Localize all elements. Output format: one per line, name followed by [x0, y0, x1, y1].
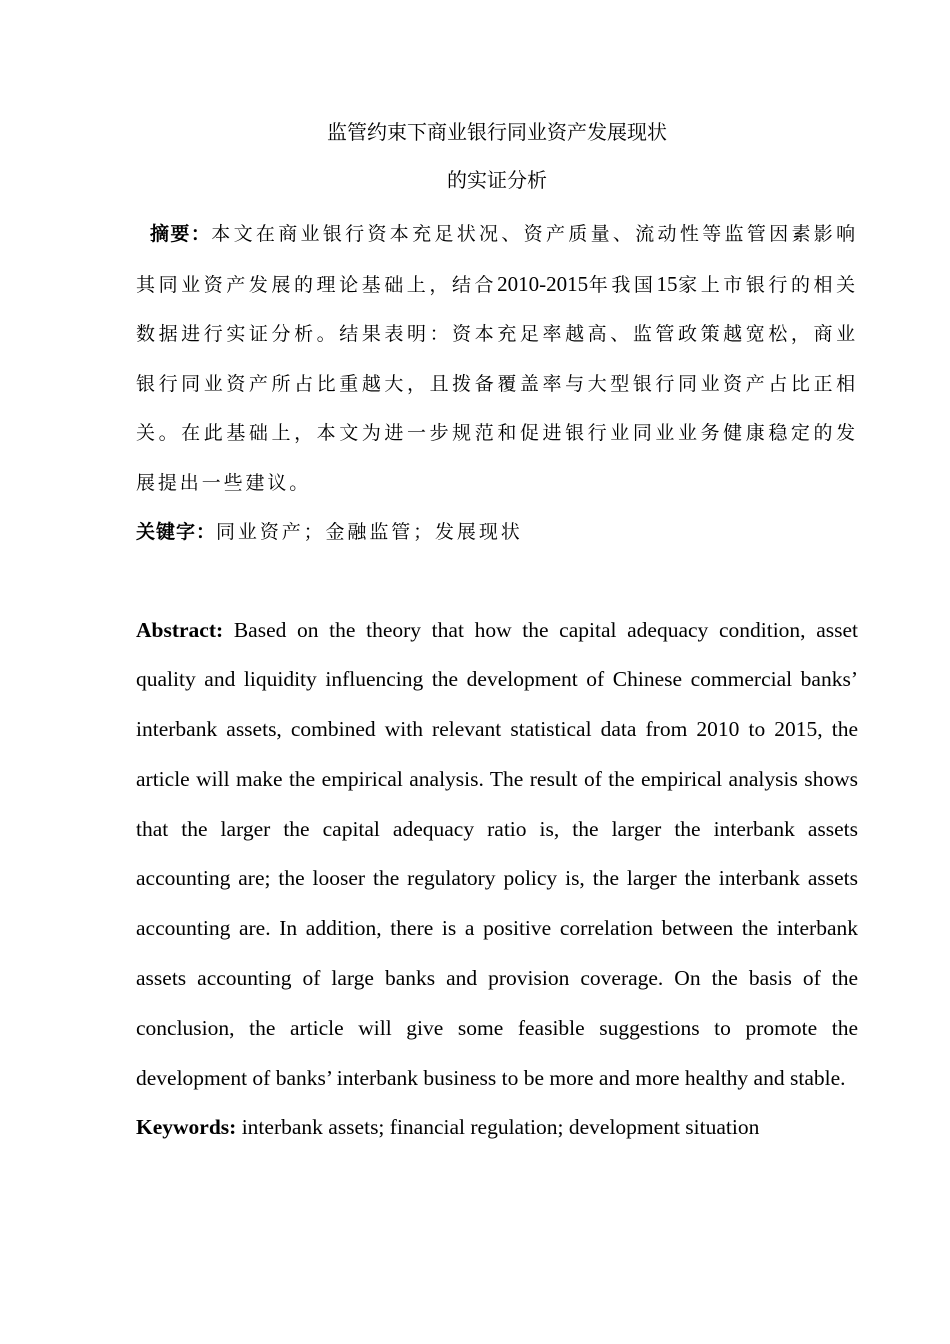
chinese-abstract-text-part-2: 年我国 [588, 273, 657, 296]
english-abstract-text: Based on the theory that how the capital adequacy condition, asset quality and liquidity influencing the development of Chinese commercial banks’ interbank assets, combined with relevant statistical data from 2010 to 2015, the article will make the empirical analysis. The result of the empirical analysis shows that the larger the capital adequacy ratio is, the larger the interbank assets accounting are; the looser the regulatory policy is, the larger the interbank assets accounting are. In addition, there is a positive correlation between the interbank assets accounting of large banks and provision coverage. On the basis of the conclusion, the article will give some feasible suggestions to promote the development of banks’ interbank business to be more and more healthy and stable. [136, 617, 858, 1090]
english-keywords [136, 1103, 858, 1153]
english-abstract [136, 606, 858, 1104]
paper-title-line-2: 的实证分析 [447, 168, 547, 192]
chinese-keywords-label: 关键字： [136, 521, 217, 543]
chinese-abstract-bank-count: 15 [656, 271, 678, 296]
chinese-keywords-text: 同业资产；金融监管；发展现状 [216, 521, 523, 543]
english-keywords-label: Keywords: [136, 1115, 237, 1140]
chinese-keywords [136, 508, 858, 558]
chinese-abstract-label: 摘要： [150, 223, 212, 245]
chinese-abstract-text-part-1: 本文在商业银行资本充足状况、资产质量、流动性等监管因素影响其同业资产发展的理论基础上，结合 [136, 223, 858, 296]
paper-page [136, 118, 858, 1153]
chinese-abstract-years: 2010-2015 [497, 271, 589, 296]
paper-title-line-1: 监管约束下商业银行同业资产发展现状 [327, 120, 667, 144]
english-keywords-text: interbank assets; financial regulation; development situation [236, 1115, 760, 1140]
chinese-abstract-text-part-3: 家上市银行的相关数据进行实证分析。结果表明：资本充足率越高、监管政策越宽松，商业银行同业资产所占比重越大，且拨备覆盖率与大型银行同业资产占比正相关。在此基础上，本文为进一步规范和促进银行业同业业务健康稳定的发展提出一些建议。 [136, 273, 859, 494]
english-abstract-label: Abstract: [136, 617, 224, 642]
chinese-abstract [136, 210, 858, 508]
